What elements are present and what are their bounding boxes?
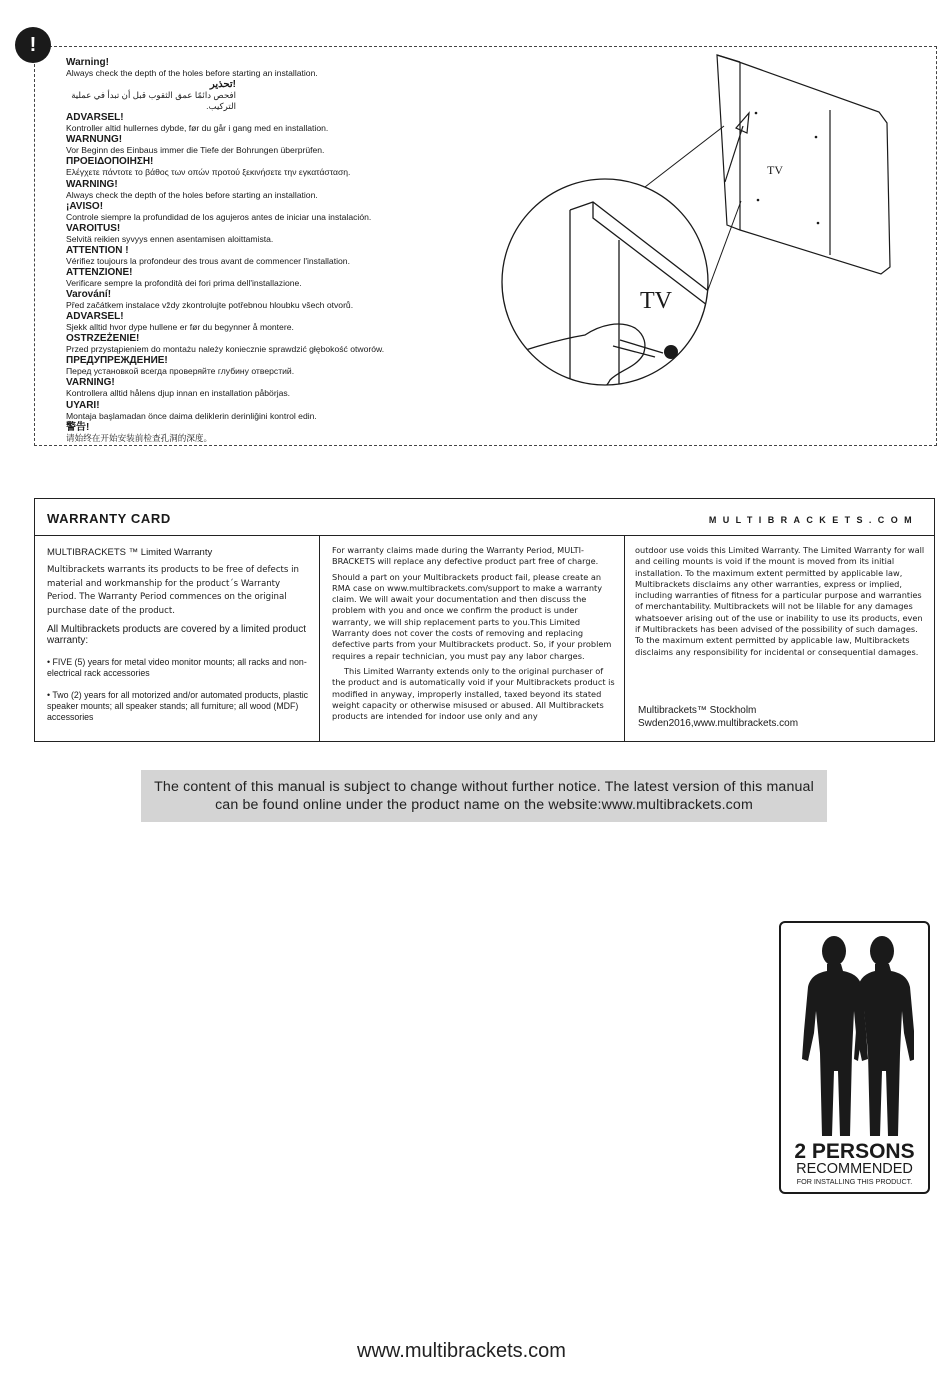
manual-notice-text: The content of this manual is subject to change without further notice. The latest version of this manual can be found online under the product name on the website:www.multibrackets.com	[154, 779, 814, 813]
warranty-title: WARRANTY CARD	[47, 511, 171, 526]
drill-hole-icon	[664, 345, 678, 359]
warning-heading: ADVARSEL!	[66, 112, 124, 124]
warning-text: 请始终在开始安装前检查孔洞的深度。	[66, 432, 213, 443]
warning-text: Kontroller altid hullernes dybde, før du går i gang med en installation.	[66, 123, 329, 134]
warranty-column-3	[635, 545, 927, 729]
warning-heading: VAROITUS!	[66, 222, 121, 234]
divider	[624, 535, 625, 741]
warning-text: Przed przystąpieniem do montażu należy koniecznie sprawdzić głębokość otworów.	[66, 344, 385, 355]
warning-text: Před začátkem instalace vždy zkontrolujte potřebnou hloubku všech otvorů.	[66, 300, 354, 311]
warning-panel-left-border	[34, 64, 35, 446]
persons-caption: FOR INSTALLING THIS PRODUCT.	[796, 1177, 913, 1186]
warning-text: Vor Beginn des Einbaus immer die Tiefe der Bohrungen überprüfen.	[66, 145, 325, 156]
warning-text: Selvitä reikien syvyys ennen asentamisen aloittamista.	[66, 233, 274, 244]
warning-text: Montaja başlamadan önce daima deliklerin derinliğini kontrol edin.	[66, 410, 317, 421]
warning-text: Verificare sempre la profondità dei fori prima dell'installazione.	[66, 277, 302, 288]
exclamation-icon: !	[15, 27, 51, 63]
warranty-column-1	[47, 547, 312, 734]
warning-heading: UYARI!	[66, 399, 100, 411]
warning-heading: Warning!	[66, 57, 109, 68]
warning-heading: ¡AVISO!	[66, 200, 104, 212]
warranty-bullet-two-years: • Two (2) years for all motorized and/or automated products, plastic speaker mounts; all speaker stands; all furniture; all wood (MDF) accessories	[47, 689, 309, 723]
warning-heading: 警告!	[66, 421, 90, 433]
warranty-site: MULTIBRACKETS.COM	[708, 515, 918, 525]
warning-text: Ελέγχετε πάντοτε το βάθος των οπών προτού ξεκινήσετε την εγκατάσταση.	[66, 167, 351, 178]
persons-count: 2 PERSONS	[794, 1140, 915, 1163]
warning-heading: OSTRZEŻENIE!	[66, 333, 140, 345]
warranty-signature	[638, 705, 798, 730]
signature-line-1: Multibrackets™ Stockholm	[638, 705, 757, 716]
warning-list	[66, 57, 506, 444]
warning-text: Always check the depth of the holes before starting an installation.	[66, 68, 318, 78]
warranty-purchaser-paragraph: This Limited Warranty extends only to the original purchaser of the product and is automatically void if your Multibrackets product is modified in anyway, improperly installed, taxed beyond its stated weight capacity or otherwise misused or abused. All Multibrackets products are intended for indoor use only and any	[332, 665, 615, 722]
warning-text: Перед установкой всегда проверяйте глубину отверстий.	[66, 366, 295, 377]
warning-heading: ATTENZIONE!	[66, 266, 133, 278]
warranty-claims-paragraph: For warranty claims made during the Warranty Period, MULTI-BRACKETS will replace any defective product part free of charge.	[332, 545, 599, 567]
persons-recommended: RECOMMENDED	[796, 1161, 913, 1177]
footer-url: www.multibrackets.com	[357, 1340, 566, 1362]
warranty-rma-paragraph: Should a part on your Multibrackets product fail, please create an RMA case on www.multibrackets.com/support to make a warranty claim. We will await your documentation and then discuss the problem with you and once we confirm the product is under warranty, we will ship replacement parts to you.This Limited Warranty does not cover the costs of removing and replacing defective parts from your Multibrackets product. So, if your problem requires a repair technician, you must pay any labor charges.	[332, 571, 612, 661]
warning-text: Sjekk alltid hvor dype hullene er før du begynner å montere.	[66, 322, 294, 333]
divider	[319, 535, 320, 741]
warning-heading: ΠΡΟΕΙΔΟΠΟΙΗΣΗ!	[66, 156, 154, 168]
warning-text: افحص دائمًا عمق الثقوب قبل أن تبدأ في عملية التركيب.	[71, 90, 236, 112]
warranty-bullet-five-years: • FIVE (5) years for metal video monitor mounts; all racks and non-electrical rack accessories	[47, 656, 307, 679]
two-persons-badge	[779, 921, 930, 1194]
warning-heading: ПРЕДУПРЕЖДЕНИЕ!	[66, 355, 168, 367]
warranty-intro: Multibrackets warrants its products to be free of defects in material and workmanship for the product´s Warranty Period. The Warranty Period commences on the original purchase date of the product.	[47, 565, 299, 616]
warning-heading: !تحذير	[209, 79, 236, 91]
signature-line-2: Swden2016,www.multibrackets.com	[638, 717, 799, 729]
warranty-column-2	[332, 545, 617, 726]
divider	[35, 535, 934, 536]
tv-drill-illustration	[495, 50, 895, 420]
tv-large-label: TV	[640, 288, 672, 314]
warranty-disclaimer-paragraph: outdoor use voids this Limited Warranty. The Limited Warranty for wall and ceiling mounts is void if the mount is moved from its initial installation. To the maximum extent permitted by applicable law, Multibrackets disclaims any other warranties, express or implied, including warranties of fitness for a particular purpose and warranties of merchantability. Multibrackets will not be lilable for any damages whatsoever arising out of the use or inability to use its products, even if Multibrackets has been advised of the possibility of such damages. To the maximum extent permitted by applicable law, Multibrackets disclaims any responsibility for incidental or consequential damages.	[635, 545, 925, 657]
warranty-card	[34, 498, 935, 742]
warning-heading: ADVARSEL!	[66, 311, 124, 323]
warning-heading: Varování!	[66, 289, 112, 301]
tv-small-icon	[717, 55, 890, 274]
warning-heading: ATTENTION !	[66, 244, 129, 256]
manual-notice	[141, 770, 827, 822]
warranty-subtitle: MULTIBRACKETS ™ Limited Warranty	[47, 547, 213, 558]
warning-heading: WARNUNG!	[66, 134, 123, 146]
warranty-covered: All Multibrackets products are covered by a limited product warranty:	[47, 624, 307, 647]
warning-text: Vérifiez toujours la profondeur des trous avant de commencer l'installation.	[66, 255, 350, 266]
warning-text: Kontrollera alltid hålens djup innan en installation påbörjas.	[66, 388, 291, 399]
warning-heading: VARNING!	[66, 377, 115, 389]
tv-small-label: TV	[767, 163, 783, 177]
warning-text: Controle siempre la profundidad de los agujeros antes de iniciar una instalación.	[66, 211, 372, 222]
warning-text: Always check the depth of the holes before starting an installation.	[66, 189, 318, 200]
two-persons-icon	[796, 931, 914, 1141]
warning-heading: WARNING!	[66, 178, 118, 190]
